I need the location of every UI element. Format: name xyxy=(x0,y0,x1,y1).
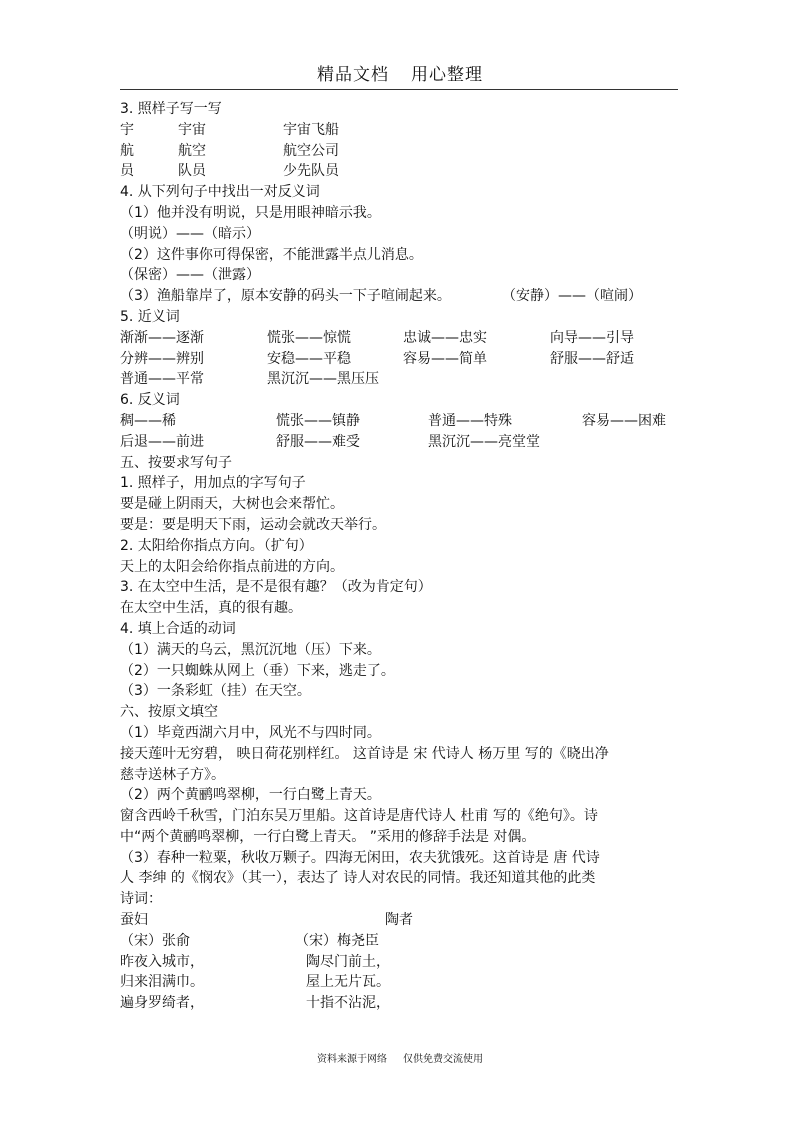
text-line xyxy=(120,848,680,869)
header-right-text: 用心整理 xyxy=(411,65,483,85)
text-line-segment: 忠诚——忠实 xyxy=(403,329,487,346)
text-line xyxy=(120,453,680,474)
text-line-segment: 要是：要是明天下雨，运动会就改天举行。 xyxy=(120,516,386,533)
text-line-segment: （宋）梅尧臣 xyxy=(295,932,379,949)
text-line-segment: 要是碰上阴雨天，大树也会来帮忙。 xyxy=(120,496,344,513)
text-line xyxy=(120,265,680,286)
text-line-segment: （2）一只蜘蛛从网上（垂）下来，逃走了。 xyxy=(120,662,395,679)
text-line-segment: 6. 反义词 xyxy=(120,392,180,409)
text-line-segment: 陶者 xyxy=(385,912,413,929)
text-line xyxy=(120,910,680,931)
page-footer xyxy=(0,1050,800,1065)
text-line-segment: 归来泪满巾。 xyxy=(120,974,204,991)
text-line xyxy=(120,889,680,910)
text-line-segment: 人 李绅 的《悯农》（其一），表达了 诗人对农民的同情。我还知道其他的此类 xyxy=(120,870,596,887)
text-line-segment: 蚕妇 xyxy=(120,912,148,929)
text-line-segment: 十指不沾泥， xyxy=(306,995,390,1012)
header-divider xyxy=(120,89,678,90)
text-line xyxy=(120,286,680,307)
text-line-segment: 容易——简单 xyxy=(403,350,487,367)
text-line-segment: （1）满天的乌云，黑沉沉地（压）下来。 xyxy=(120,641,381,658)
text-line xyxy=(120,681,680,702)
text-line-segment: 宇宙 xyxy=(178,121,206,138)
text-line xyxy=(120,182,680,203)
text-line-segment: 向导——引导 xyxy=(550,329,634,346)
text-line xyxy=(120,536,680,557)
text-line xyxy=(120,141,680,162)
text-line xyxy=(120,203,680,224)
text-line-segment: 昨夜入城市， xyxy=(120,953,204,970)
text-line-segment: （3）一条彩虹（挂）在天空。 xyxy=(120,683,311,700)
text-line-segment: 宇 xyxy=(120,121,134,138)
text-line-segment: 4. 填上合适的动词 xyxy=(120,620,236,637)
text-line-segment: 宇宙飞船 xyxy=(283,121,339,138)
text-line xyxy=(120,515,680,536)
text-line xyxy=(120,598,680,619)
text-line-segment: 六、按原文填空 xyxy=(120,704,218,721)
text-line xyxy=(120,245,680,266)
text-line-segment: （3）渔船靠岸了，原本安静的码头一下子喧闹起来。 xyxy=(120,288,451,305)
text-line-segment: 渐渐——逐渐 xyxy=(120,329,204,346)
text-line-segment: （安静）——（喧闹） xyxy=(502,288,642,305)
text-line-segment: 2. 太阳给你指点方向。（扩句） xyxy=(120,537,313,554)
text-line xyxy=(120,827,680,848)
text-line-segment: 天上的太阳会给你指点前进的方向。 xyxy=(120,558,344,575)
text-line xyxy=(120,952,680,973)
text-line xyxy=(120,307,680,328)
text-line-segment: 航 xyxy=(120,142,134,159)
text-line-segment: 慌张——镇静 xyxy=(276,412,360,429)
text-line xyxy=(120,577,680,598)
text-line-segment: 稠——稀 xyxy=(120,412,176,429)
text-line xyxy=(120,868,680,889)
text-line-segment: 容易——困难 xyxy=(582,412,666,429)
text-line-segment: （2）这件事你可得保密，不能泄露半点儿消息。 xyxy=(120,246,423,263)
text-line-segment: 黑沉沉——亮堂堂 xyxy=(428,433,540,450)
text-line-segment: 在太空中生活，真的很有趣。 xyxy=(120,600,302,617)
text-line-segment: 遍身罗绮者， xyxy=(120,995,204,1012)
text-line-segment: 窗含西岭千秋雪，门泊东吴万里船。这首诗是唐代诗人 杜甫 写的《绝句》。诗 xyxy=(120,808,598,825)
text-line xyxy=(120,328,680,349)
text-line-segment: 诗词： xyxy=(120,891,162,908)
text-line-segment: 3. 在太空中生活，是不是很有趣？（改为肯定句） xyxy=(120,579,432,596)
text-line xyxy=(120,931,680,952)
text-line-segment: 黑沉沉——黑压压 xyxy=(267,371,379,388)
text-line xyxy=(120,432,680,453)
footer-right-text: 仅供免费交流使用 xyxy=(403,1054,483,1065)
text-line xyxy=(120,993,680,1014)
text-line xyxy=(120,702,680,723)
text-line-segment: 分辨——辨别 xyxy=(120,350,204,367)
text-line xyxy=(120,349,680,370)
text-line-segment: 慌张——惊慌 xyxy=(267,329,351,346)
page-header xyxy=(0,60,800,85)
text-line-segment: 航空公司 xyxy=(283,142,339,159)
document-body xyxy=(120,99,680,1014)
footer-left-text: 资料来源于网络 xyxy=(317,1054,387,1065)
text-line-segment: 航空 xyxy=(178,142,206,159)
text-line-segment: 慈寺送林子方》。 xyxy=(120,766,225,783)
text-line-segment: 队员 xyxy=(178,163,206,180)
text-line-segment: 员 xyxy=(120,163,134,180)
text-line-segment: 安稳——平稳 xyxy=(267,350,351,367)
text-line-segment: （保密）——（泄露） xyxy=(120,267,260,284)
text-line-segment: 普通——平常 xyxy=(120,371,204,388)
text-line xyxy=(120,99,680,120)
text-line-segment: 3. 照样子写一写 xyxy=(120,101,222,117)
text-line-segment: 少先队员 xyxy=(283,163,339,180)
text-line xyxy=(120,411,680,432)
text-line-segment: （3）春种一粒粟，秋收万颗子。四海无闲田，农夫犹饿死。这首诗是 唐 代诗 xyxy=(120,849,600,866)
text-line-segment: 五、按要求写句子 xyxy=(120,454,232,471)
text-line xyxy=(120,806,680,827)
text-line xyxy=(120,494,680,515)
text-line-segment: 陶尽门前土， xyxy=(306,953,390,970)
text-line-segment: 5. 近义词 xyxy=(120,308,180,325)
text-line-segment: （明说）——（暗示） xyxy=(120,225,260,242)
text-line xyxy=(120,120,680,141)
text-line-segment: （1）他并没有明说，只是用眼神暗示我。 xyxy=(120,204,381,221)
text-line-segment: 舒服——难受 xyxy=(276,433,360,450)
text-line-segment: 接天莲叶无穷碧， 映日荷花别样红。 这首诗是 宋 代诗人 杨万里 写的《晓出净 xyxy=(120,745,609,762)
text-line xyxy=(120,744,680,765)
text-line-segment: 舒服——舒适 xyxy=(550,350,634,367)
text-line xyxy=(120,619,680,640)
text-line xyxy=(120,785,680,806)
text-line-segment: 4. 从下列句子中找出一对反义词 xyxy=(120,184,320,201)
text-line xyxy=(120,369,680,390)
text-line xyxy=(120,161,680,182)
text-line-segment: 中“两个黄鹂鸣翠柳，一行白鹭上青天。 ”采用的修辞手法是 对偶。 xyxy=(120,828,536,845)
text-line-segment: （1）毕竟西湖六月中，风光不与四时同。 xyxy=(120,724,381,741)
text-line xyxy=(120,224,680,245)
text-line xyxy=(120,723,680,744)
text-line xyxy=(120,557,680,578)
text-line-segment: 普通——特殊 xyxy=(428,412,512,429)
text-line xyxy=(120,390,680,411)
text-line xyxy=(120,640,680,661)
header-left-text: 精品文档 xyxy=(317,65,389,85)
text-line-segment: 1. 照样子，用加点的字写句子 xyxy=(120,475,306,492)
text-line-segment: （2）两个黄鹂鸣翠柳，一行白鹭上青天。 xyxy=(120,787,381,804)
text-line-segment: 后退——前进 xyxy=(120,433,204,450)
text-line xyxy=(120,661,680,682)
text-line xyxy=(120,473,680,494)
text-line-segment: 屋上无片瓦。 xyxy=(306,974,390,991)
text-line-segment: （宋）张俞 xyxy=(120,932,190,949)
text-line xyxy=(120,765,680,786)
text-line xyxy=(120,972,680,993)
